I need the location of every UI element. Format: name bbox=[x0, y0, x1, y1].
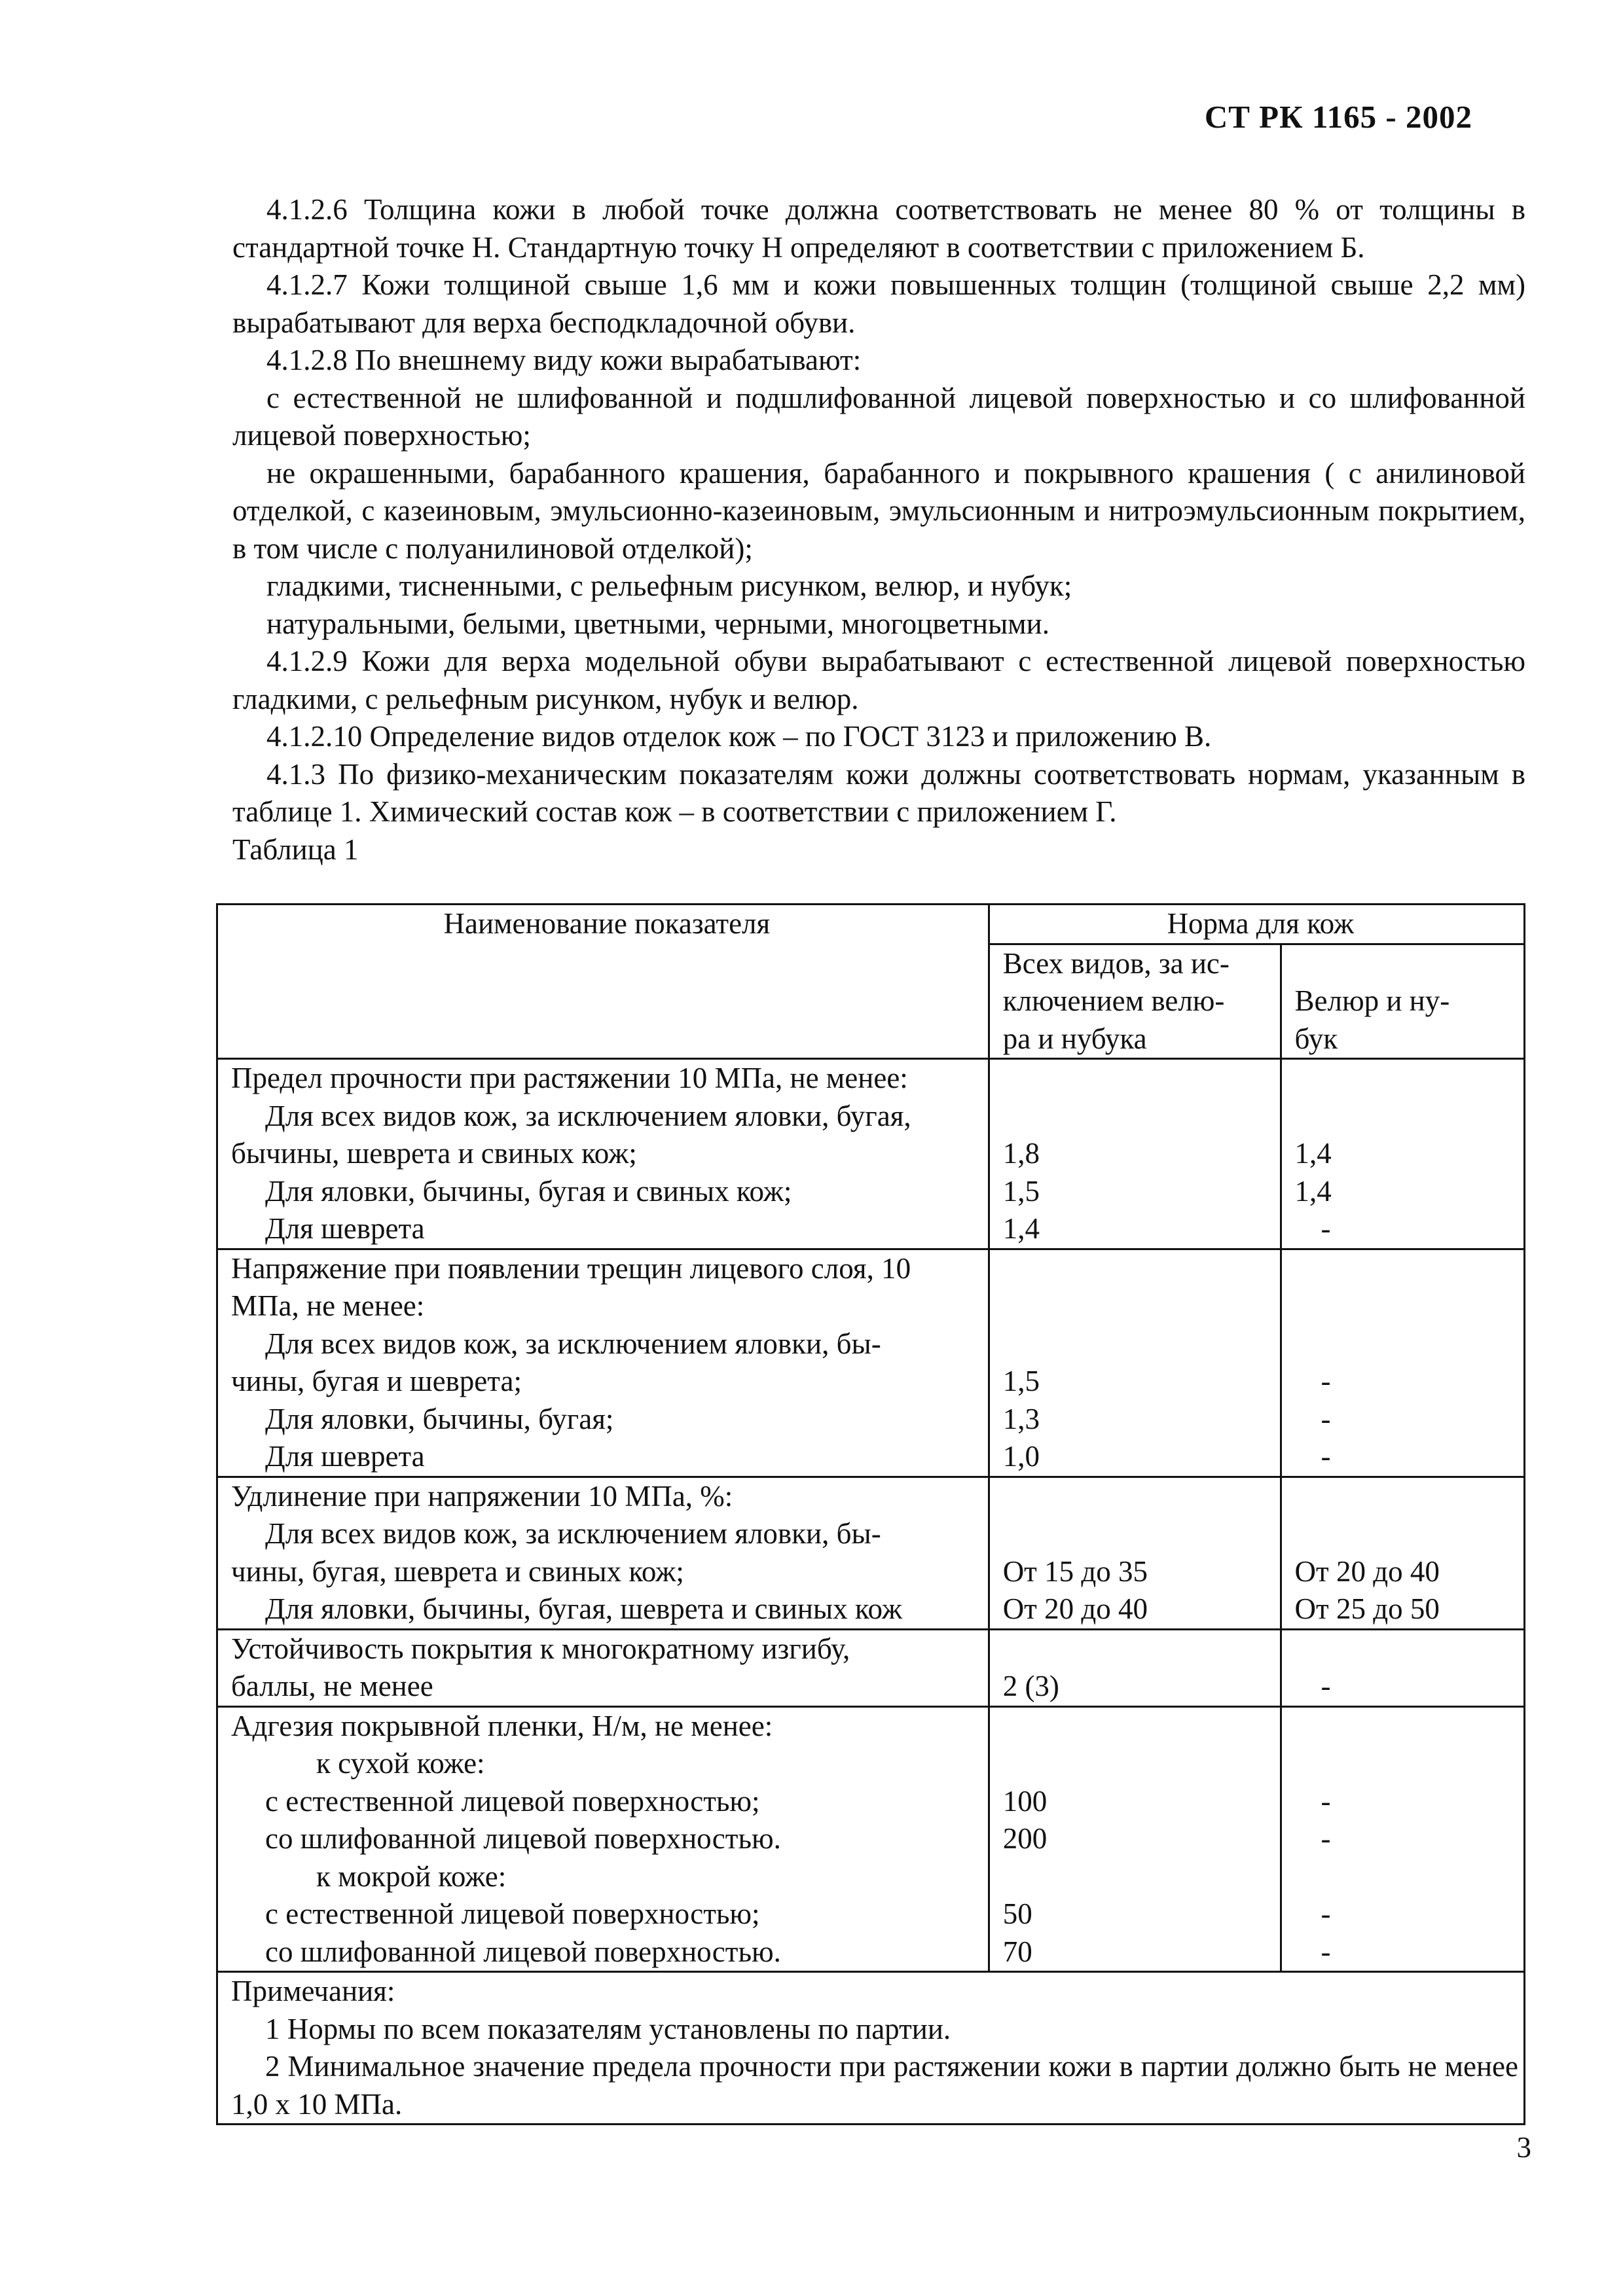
note-item: 2 Минимальное значение предела прочности при растяжении кожи в партии должно быть не менее 1,0 х 10 МПа. bbox=[231, 2050, 1518, 2121]
norm-value bbox=[1295, 1287, 1518, 1325]
indicator-line: бычины, шеврета и свиных кож; bbox=[231, 1137, 637, 1170]
norm-value: 200 bbox=[1002, 1822, 1048, 1855]
paragraph: 4.1.2.8 По внешнему виду кожи вырабатывают: bbox=[266, 344, 862, 376]
norm-value: 1,5 bbox=[1002, 1365, 1040, 1397]
indicator-cell bbox=[217, 1477, 989, 1629]
indicator-line: со шлифованной лицевой поверхностью. bbox=[265, 1822, 781, 1855]
norm-value: 1,3 bbox=[1002, 1402, 1040, 1435]
table-row bbox=[217, 1706, 1525, 1972]
norm-value bbox=[1295, 1325, 1518, 1363]
norm-value bbox=[1295, 1858, 1518, 1896]
indicator-line: Напряжение при появлении трещин лицевого слоя, 10 bbox=[231, 1251, 911, 1285]
norm-value bbox=[1003, 1858, 1275, 1896]
norm-value bbox=[1003, 1325, 1275, 1363]
indicator-line: Для шеврета bbox=[265, 1212, 425, 1245]
table-row bbox=[217, 1059, 1525, 1249]
header-velour-line: Велюр и ну- bbox=[1294, 984, 1450, 1017]
header-velour bbox=[1281, 944, 1524, 1059]
indicator-line: чины, бугая, шеврета и свиных кож; bbox=[231, 1554, 684, 1588]
norm-value: 1,5 bbox=[1002, 1174, 1040, 1208]
indicator-line: к мокрой коже: bbox=[316, 1859, 507, 1893]
indicator-line: Адгезия покрывной пленки, Н/м, не менее: bbox=[231, 1709, 773, 1742]
indicator-cell bbox=[217, 1706, 989, 1972]
norm-all-kinds-cell bbox=[989, 1477, 1281, 1629]
paragraph: 4.1.2.7 Кожи толщиной свыше 1,6 мм и кожи повышенных толщин (толщиной свыше 2,2 мм) вырабатывают для верха бесподкладочной обуви. bbox=[232, 268, 1525, 339]
indicator-line: Для яловки, бычины, бугая; bbox=[265, 1402, 614, 1435]
header-all-kinds-line: Всех видов, за ис- bbox=[1002, 946, 1230, 980]
norm-value: - bbox=[1321, 1897, 1331, 1930]
table-header-row bbox=[217, 905, 1525, 944]
indicator-line: Для шеврета bbox=[265, 1440, 425, 1473]
indicator-line: баллы, не менее bbox=[231, 1670, 433, 1702]
header-indicator: Наименование показателя bbox=[217, 905, 989, 1059]
norm-value bbox=[1295, 1060, 1518, 1098]
indicator-line: Для всех видов кож, за исключением яловки, бугая, bbox=[265, 1099, 911, 1132]
norm-value bbox=[1295, 1630, 1518, 1668]
indicator-line: с естественной лицевой поверхностью; bbox=[265, 1897, 760, 1930]
indicator-line: со шлифованной лицевой поверхностью. bbox=[265, 1935, 781, 1968]
norm-value bbox=[1295, 1745, 1518, 1783]
norm-value bbox=[1003, 1060, 1275, 1098]
norm-velour-cell bbox=[1281, 1477, 1524, 1629]
norm-velour-cell bbox=[1281, 1059, 1524, 1249]
header-all-kinds-line: ключением велю- bbox=[1002, 984, 1225, 1017]
indicator-cell bbox=[217, 1629, 989, 1706]
norm-value: 1,8 bbox=[1002, 1137, 1040, 1170]
indicator-cell bbox=[217, 1059, 989, 1249]
norm-value: - bbox=[1321, 1212, 1331, 1245]
indicator-line: к сухой коже: bbox=[316, 1747, 485, 1780]
norm-all-kinds-cell bbox=[989, 1249, 1281, 1477]
indicator-line: Предел прочности при растяжении 10 МПа, не менее: bbox=[231, 1062, 908, 1094]
indicator-line: Удлинение при напряжении 10 МПа, %: bbox=[231, 1479, 733, 1513]
indicator-cell bbox=[217, 1249, 989, 1477]
norm-value bbox=[1003, 1515, 1275, 1553]
paragraph: 4.1.3 По физико-механическим показателям кожи должны соответствовать нормам, указанным в таблице 1. Химический состав кож – в соответствии с приложением Г. bbox=[232, 757, 1525, 828]
norm-value bbox=[1003, 1098, 1275, 1136]
norm-all-kinds-cell bbox=[989, 1059, 1281, 1249]
table-notes bbox=[217, 1972, 1525, 2125]
norm-value bbox=[1003, 1708, 1275, 1746]
indicator-line: Устойчивость покрытия к многократному изгибу, bbox=[231, 1632, 850, 1665]
norm-value: - bbox=[1321, 1784, 1331, 1818]
norm-value bbox=[1295, 1478, 1518, 1516]
norm-velour-cell bbox=[1281, 1249, 1524, 1477]
norm-value bbox=[1295, 1515, 1518, 1553]
norm-value: 1,0 bbox=[1002, 1440, 1040, 1473]
norm-velour-cell bbox=[1281, 1629, 1524, 1706]
norm-value: - bbox=[1321, 1822, 1331, 1855]
norm-velour-cell bbox=[1281, 1706, 1524, 1972]
body-text bbox=[232, 191, 1525, 869]
norm-value: - bbox=[1321, 1365, 1331, 1397]
indicator-line: с естественной лицевой поверхностью; bbox=[265, 1784, 760, 1818]
norm-value bbox=[1295, 1250, 1518, 1288]
norm-value: - bbox=[1321, 1402, 1331, 1435]
paragraph: 4.1.2.6 Толщина кожи в любой точке должна соответствовать не менее 80 % от толщины в стандартной точке Н. Стандартную точку Н определяют в соответствии с приложением Б. bbox=[232, 193, 1525, 264]
notes-row bbox=[217, 1972, 1525, 2125]
norm-value: 1,4 bbox=[1294, 1137, 1332, 1170]
norm-value bbox=[1003, 1478, 1275, 1516]
header-velour-line: бук bbox=[1294, 1022, 1338, 1055]
note-item: 1 Нормы по всем показателям установлены по партии. bbox=[265, 2012, 951, 2045]
table-row bbox=[217, 1249, 1525, 1477]
indicator-line: Для всех видов кож, за исключением яловки, бы- bbox=[265, 1517, 881, 1550]
norm-all-kinds-cell bbox=[989, 1706, 1281, 1972]
paragraph: гладкими, тисненными, с рельефным рисунком, велюр, и нубук; bbox=[266, 569, 1072, 602]
norm-value bbox=[1003, 1745, 1275, 1783]
header-all-kinds-line: ра и нубука bbox=[1002, 1022, 1147, 1055]
norm-value bbox=[1295, 1098, 1518, 1136]
norm-value: От 20 до 40 bbox=[1294, 1554, 1440, 1588]
indicator-line: МПа, не менее: bbox=[231, 1289, 425, 1322]
header-norm: Норма для кож bbox=[989, 905, 1524, 944]
paragraph: не окрашенными, барабанного крашения, барабанного и покрывного крашения ( с анилиновой отделкой, с казеиновым, эмульсионно-казеиновым, эмульсионным и нитроэмульсионным покрытием, в том числе с полуанилиновой отделкой); bbox=[232, 456, 1525, 565]
paragraph: натуральными, белыми, цветными, черными, многоцветными. bbox=[266, 607, 1049, 640]
norm-value bbox=[1003, 1630, 1275, 1668]
table-body bbox=[217, 1059, 1525, 1972]
table-row bbox=[217, 1477, 1525, 1629]
norm-value bbox=[1003, 1287, 1275, 1325]
norm-value: - bbox=[1321, 1935, 1331, 1968]
norm-value: - bbox=[1321, 1670, 1331, 1702]
norm-value: - bbox=[1321, 1440, 1331, 1473]
norm-value: От 25 до 50 bbox=[1294, 1592, 1440, 1625]
page-number: 3 bbox=[1516, 2131, 1531, 2164]
document-code: СТ РК 1165 - 2002 bbox=[1204, 99, 1472, 135]
table-caption: Таблица 1 bbox=[232, 833, 359, 866]
norms-table bbox=[216, 903, 1525, 2125]
norm-value: От 20 до 40 bbox=[1002, 1592, 1148, 1625]
norm-value: 1,4 bbox=[1002, 1212, 1040, 1245]
norm-all-kinds-cell bbox=[989, 1629, 1281, 1706]
indicator-line: Для всех видов кож, за исключением яловки, бы- bbox=[265, 1327, 881, 1360]
indicator-line: чины, бугая и шеврета; bbox=[231, 1365, 522, 1397]
header-all-kinds bbox=[989, 944, 1281, 1059]
norm-value bbox=[1003, 1250, 1275, 1288]
indicator-line: Для яловки, бычины, бугая и свиных кож; bbox=[265, 1174, 792, 1208]
indicator-line: Для яловки, бычины, бугая, шеврета и свиных кож bbox=[265, 1592, 902, 1625]
paragraph: 4.1.2.10 Определение видов отделок кож – по ГОСТ 3123 и приложению В. bbox=[266, 720, 1212, 753]
norm-value: 100 bbox=[1002, 1784, 1048, 1818]
norm-value: 2 (3) bbox=[1002, 1670, 1059, 1702]
table-row bbox=[217, 1629, 1525, 1706]
paragraph: 4.1.2.9 Кожи для верха модельной обуви вырабатывают с естественной лицевой поверхностью гладкими, с рельефным рисунком, нубук и велюр. bbox=[232, 645, 1525, 715]
notes-title: Примечания: bbox=[231, 1975, 395, 2007]
paragraph: с естественной не шлифованной и подшлифованной лицевой поверхностью и со шлифованной лицевой поверхностью; bbox=[232, 381, 1525, 452]
norm-value: 50 bbox=[1002, 1897, 1032, 1930]
norm-value: От 15 до 35 bbox=[1002, 1554, 1148, 1588]
norm-value bbox=[1295, 1708, 1518, 1746]
norm-value: 70 bbox=[1002, 1935, 1032, 1968]
norm-value: 1,4 bbox=[1294, 1174, 1332, 1208]
